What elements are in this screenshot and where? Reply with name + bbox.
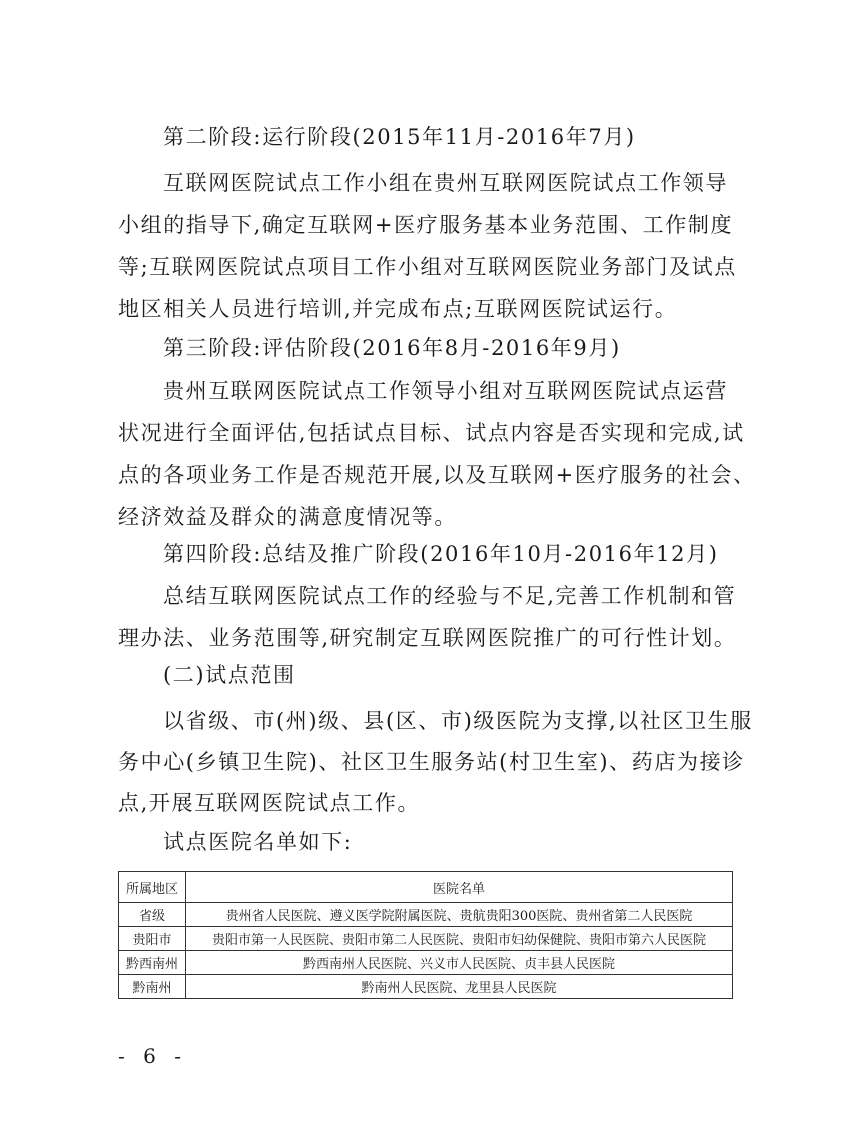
region-cell: 贵阳市 bbox=[119, 927, 186, 951]
region-cell: 黔西南州 bbox=[119, 951, 186, 975]
stage-two-heading: 第二阶段:运行阶段(2015年11月-2016年7月) bbox=[163, 125, 636, 149]
paragraph-line: 以省级、市(州)级、县(区、市)级医院为支撑,以社区卫生服 bbox=[163, 709, 753, 733]
page-number: - 6 - bbox=[118, 1044, 187, 1068]
paragraph-line: 状况进行全面评估,包括试点目标、试点内容是否实现和完成,试 bbox=[118, 421, 745, 445]
stage-three-heading: 第三阶段:评估阶段(2016年8月-2016年9月) bbox=[163, 336, 621, 360]
paragraph-line: 小组的指导下,确定互联网+医疗服务基本业务范围、工作制度 bbox=[118, 213, 734, 237]
stage-four-heading: 第四阶段:总结及推广阶段(2016年10月-2016年12月) bbox=[163, 542, 719, 566]
hospital-list-cell: 贵州省人民医院、遵义医学院附属医院、贵航贵阳300医院、贵州省第二人民医院 bbox=[186, 903, 733, 927]
paragraph-line: 点,开展互联网医院试点工作。 bbox=[118, 791, 421, 815]
column-header-region: 所属地区 bbox=[119, 872, 186, 903]
table-row bbox=[119, 927, 733, 951]
paragraph-line: 总结互联网医院试点工作的经验与不足,完善工作机制和管 bbox=[163, 584, 737, 608]
paragraph-line: 地区相关人员进行培训,并完成布点;互联网医院试运行。 bbox=[118, 297, 678, 321]
table-row bbox=[119, 951, 733, 975]
paragraph-line: 理办法、业务范围等,研究制定互联网医院推广的可行性计划。 bbox=[118, 626, 737, 650]
paragraph-line: 等;互联网医院试点项目工作小组对互联网医院业务部门及试点 bbox=[118, 255, 737, 279]
table-row bbox=[119, 903, 733, 927]
region-cell: 黔南州 bbox=[119, 975, 186, 999]
table-row bbox=[119, 975, 733, 999]
table-header-row bbox=[119, 872, 733, 903]
region-cell: 省级 bbox=[119, 903, 186, 927]
paragraph-line: 互联网医院试点工作小组在贵州互联网医院试点工作领导 bbox=[163, 171, 728, 195]
section-heading-pilot-scope: (二)试点范围 bbox=[163, 663, 296, 687]
column-header-hospital-list: 医院名单 bbox=[186, 872, 733, 903]
pilot-hospital-table bbox=[118, 871, 733, 999]
hospital-list-cell: 黔南州人民医院、龙里县人民医院 bbox=[186, 975, 733, 999]
hospital-list-cell: 贵阳市第一人民医院、贵阳市第二人民医院、贵阳市妇幼保健院、贵阳市第六人民医院 bbox=[186, 927, 733, 951]
paragraph-line: 务中心(乡镇卫生院)、社区卫生服务站(村卫生室)、药店为接诊 bbox=[118, 750, 745, 774]
paragraph-line: 贵州互联网医院试点工作领导小组对互联网医院试点运营 bbox=[163, 379, 728, 403]
hospital-list-intro: 试点医院名单如下: bbox=[163, 830, 353, 854]
hospital-list-cell: 黔西南州人民医院、兴义市人民医院、贞丰县人民医院 bbox=[186, 951, 733, 975]
paragraph-line: 经济效益及群众的满意度情况等。 bbox=[118, 505, 457, 529]
paragraph-line: 点的各项业务工作是否规范开展,以及互联网+医疗服务的社会、 bbox=[118, 463, 756, 487]
